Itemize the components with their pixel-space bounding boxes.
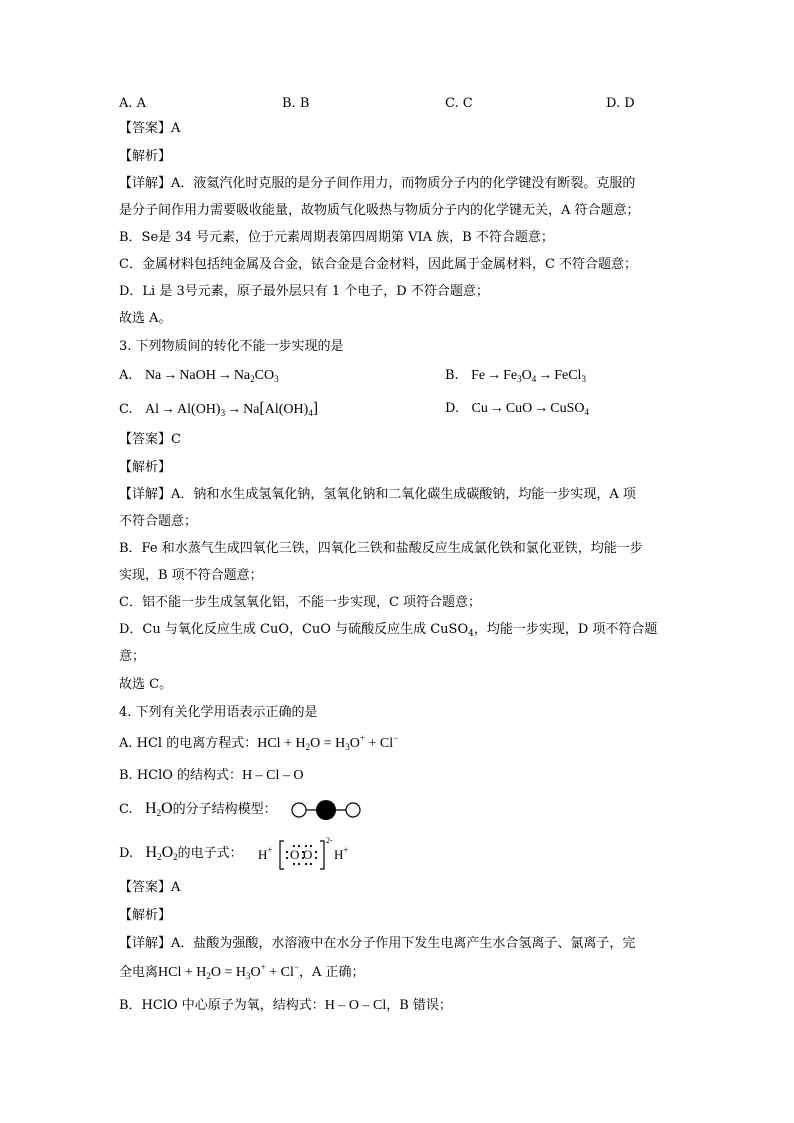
detail-label: 【详解】 [119, 936, 172, 951]
detail-text: A．液氦汽化时克服的是分子间作用力，而物质分子内的化学键没有断裂。克服的 [171, 176, 636, 191]
option-label: C. [119, 402, 133, 417]
q3-option-c [119, 401, 318, 418]
q4-detail-line-2: 全电离HCl + $H_2O = H_3O^+ + Cl^-$，A 正确； [119, 962, 365, 981]
q2-conclusion: 故选 A。 [119, 311, 172, 326]
q2-detail-line-3: B．Se是 34 号元素，位于元素周期表第四周期第 VIA 族，B 不符合题意； [119, 230, 554, 245]
oxygen-atom-2: O [303, 847, 313, 862]
q4-stem: 4. 下列有关化学用语表示正确的是 [119, 705, 318, 720]
detail-label: 【详解】 [119, 176, 172, 191]
option-text: 的分子结构模型： [172, 802, 277, 817]
formula: $H_2O_2$ [145, 844, 178, 862]
q4-option-a [119, 733, 399, 752]
option-b: B. B [282, 96, 310, 111]
answer-label: 【答案】 [119, 121, 172, 136]
answer-value: C [171, 432, 181, 447]
q4-option-b [119, 768, 304, 784]
q2-detail-line-1 [119, 176, 635, 192]
q2-detail-line-4: C．金属材料包括纯金属及合金，铱合金是合金材料，因此属于金属材料，C 不符合题意； [119, 257, 638, 272]
formula: Cu → CuO → CuSO$_4$ [471, 401, 590, 417]
formula: Na → NaOH → $Na_2CO_3$ [144, 368, 279, 384]
formula: $H_2O$ [145, 800, 173, 818]
formula: $Al \to Al(OH)_3 \to Na[Al(OH)_4]$ [145, 400, 319, 418]
q3-detail-line-5: C．铝不能一步生成氢氧化铝，不能一步实现，C 项符合题意； [119, 595, 482, 610]
q3-conclusion: 故选 C。 [119, 677, 173, 692]
q3-detail-line-2: 不符合题意； [119, 514, 198, 529]
q3-detail-line-1 [119, 487, 636, 503]
option-text: A. HCl 的电离方程式： [119, 736, 258, 751]
molecule-model-icon [290, 798, 362, 822]
oxygen-atom-1: O [290, 847, 300, 862]
option-c: C. C [445, 96, 473, 111]
detail-label: 【详解】 [119, 487, 172, 502]
option-label: D. [445, 401, 460, 416]
option-a: A. A [119, 96, 147, 111]
option-text: 的电子式： [177, 846, 243, 861]
q3-stem: 3. 下列物质间的转化不能一步实现的是 [119, 339, 344, 354]
q3-option-d [445, 401, 589, 417]
q2-detail-line-2: 是分子间作用力需要吸收能量，故物质气化吸热与物质分子内的化学键无关，A 符合题意； [119, 203, 640, 218]
option-label: B. [445, 368, 459, 383]
q2-detail-line-5: D．Li 是 3号元素，原子最外层只有 1 个电子，D 不符合题意； [119, 284, 489, 299]
option-label: D. [119, 846, 134, 861]
detail-text: A．盐酸为强酸，水溶液中在水分子作用下发生电离产生水合氢离子、氯离子，完 [171, 936, 636, 951]
electron-formula [258, 838, 358, 872]
q4-detail-line-1 [119, 936, 635, 952]
q2-answer [119, 121, 180, 137]
answer-label: 【答案】 [119, 880, 172, 895]
q3-answer [119, 432, 181, 448]
structural-formula: H – Cl – O [242, 768, 304, 783]
ionization-equation: HCl + $H_2O = H_3O^+ + Cl^-$ [158, 962, 299, 981]
ionization-equation: HCl + $H_2O = H_3O^+ + Cl^-$ [257, 733, 399, 752]
q3-detail-line-7: 意； [119, 649, 146, 664]
q4-option-c [119, 801, 277, 818]
detail-text: A．钠和水生成氢氧化钠，氢氧化钠和二氧化碳生成碳酸钠，均能一步实现，A 项 [171, 487, 636, 502]
q4-option-d [119, 845, 243, 862]
structural-formula: H – O – Cl [324, 998, 387, 1013]
answer-value: A [171, 880, 181, 895]
answer-value: A [171, 121, 181, 136]
charge-label: 2- [326, 836, 333, 845]
q4-answer [119, 880, 180, 896]
q3-analysis-label: 【解析】 [119, 460, 172, 475]
h-ion-left: H+ [258, 845, 273, 862]
q3-detail-line-6: D．Cu 与氧化反应生成 CuO，CuO 与硫酸反应生成 CuSO$_4$，均能一步实现，D 项不符合题 [119, 622, 658, 639]
formula: $Fe \to Fe_3O_4$ → FeCl$_3$ [471, 368, 586, 384]
q3-detail-line-4: 实现，B 项不符合题意； [119, 568, 263, 583]
q4-detail-line-3: B．HClO 中心原子为氧，结构式：H – O – Cl，B 错误； [119, 998, 452, 1013]
q3-option-b [445, 368, 586, 384]
h-ion-right: H+ [334, 845, 349, 862]
option-label: A. [119, 368, 133, 383]
q4-analysis-label: 【解析】 [119, 908, 172, 923]
option-label: C. [119, 802, 133, 817]
option-d: D. D [606, 96, 635, 111]
option-text: B. HClO 的结构式： [119, 768, 243, 783]
q3-detail-line-3: B．Fe 和水蒸气生成四氧化三铁，四氧化三铁和盐酸反应生成氯化铁和氯化亚铁，均能一步 [119, 541, 643, 556]
q3-option-a [119, 368, 279, 384]
answer-label: 【答案】 [119, 432, 172, 447]
q2-analysis-label: 【解析】 [119, 149, 172, 164]
